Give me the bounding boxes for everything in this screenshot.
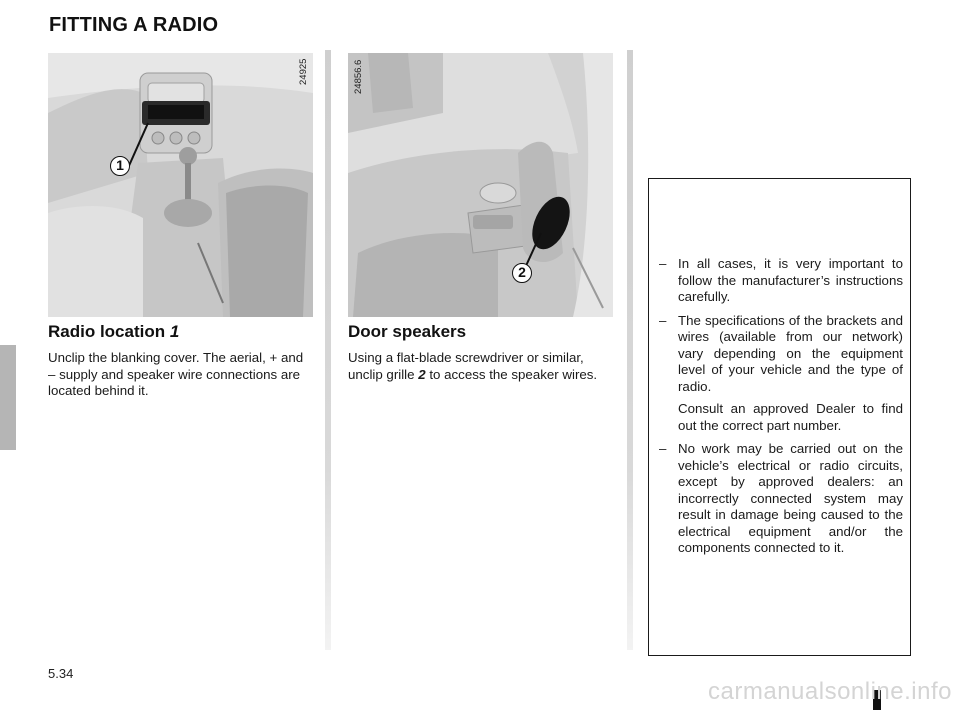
section-heading-radio-location: Radio location 1 [48, 322, 180, 341]
note-item [659, 313, 903, 435]
watermark: carmanualsonline.info [708, 678, 952, 705]
note-text: The specifications of the brackets and wires (available from our network) vary depending on the equipment level of your vehicle and the type of radio. [678, 312, 903, 394]
column-divider [325, 50, 331, 650]
warning-notes-box [648, 178, 911, 656]
callout-marker-1: 1 [110, 156, 130, 176]
page-title: FITTING A RADIO [49, 14, 219, 36]
page-number: 5.34 [48, 666, 74, 681]
dash-bullet: – [659, 256, 667, 271]
note-text: In all cases, it is very important to follow the manufacturer’s instructions carefully. [678, 256, 903, 304]
section-heading-door-speakers: Door speakers [348, 322, 467, 341]
callout-marker-2: 2 [512, 263, 532, 283]
figure-reference-code: 24856.6 [353, 59, 364, 94]
column-divider [627, 50, 633, 650]
note-text: Consult an approved Dealer to find out the correct part number. [678, 401, 903, 433]
note-text: No work may be carried out on the vehicle’s electrical or radio circuits, except by approved dealers: an incorrectly connected system may result in damage being caused to the electrical equipment and/or the components connected to it. [678, 441, 903, 555]
dash-bullet: – [659, 312, 667, 328]
door-speaker-illustration [348, 53, 613, 317]
notes-list [659, 256, 903, 564]
chapter-tab [0, 345, 16, 450]
section-body-door-speakers: Using a flat-blade screwdriver or similar, unclip grille 2 to access the speaker wires. [348, 350, 598, 382]
dash-bullet: – [659, 441, 667, 456]
note-item [659, 441, 903, 557]
figure-reference-code: 24925 [298, 58, 309, 85]
radio-location-illustration [48, 53, 313, 317]
section-body-radio-location: Unclip the blanking cover. The aerial, + and – supply and speaker wire connections are located behind it. [48, 350, 304, 398]
note-item [659, 256, 903, 306]
